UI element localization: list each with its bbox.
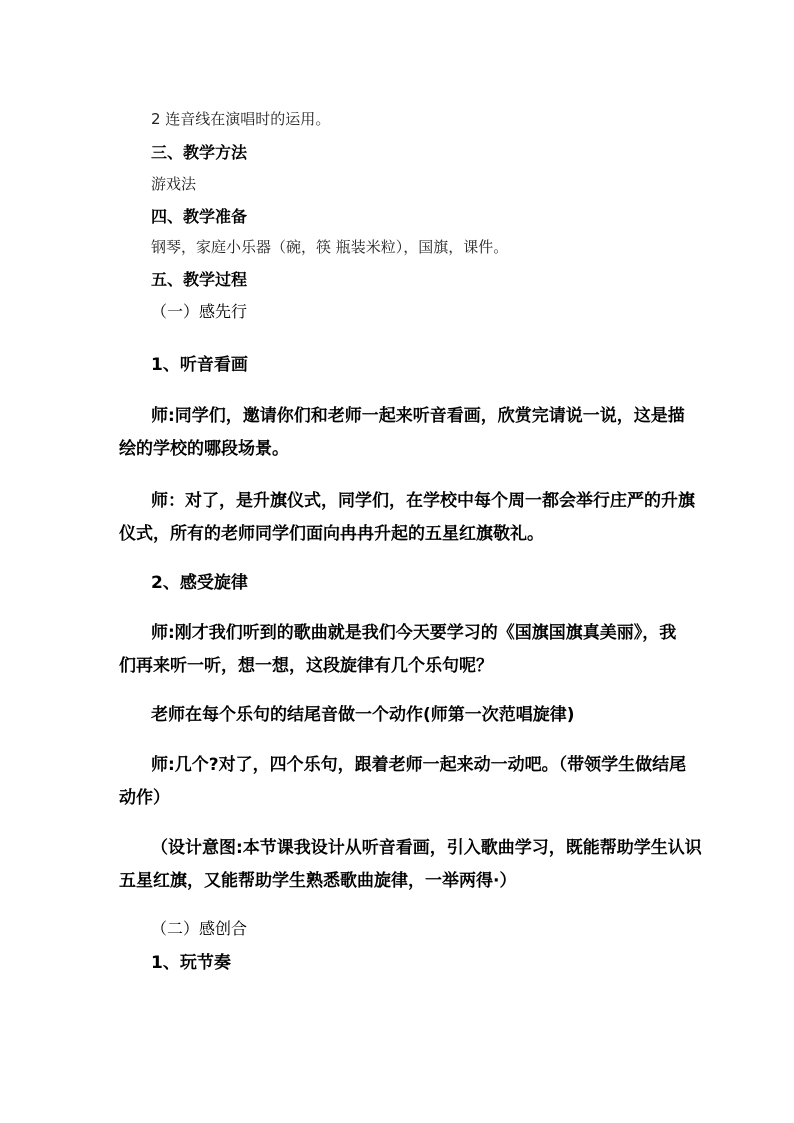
- paragraph-line: 2 连音线在演唱时的运用。: [151, 110, 331, 128]
- paragraph-line: 五星红旗，又能帮助学生熟悉歌曲旋律，一举两得·）: [119, 871, 517, 891]
- paragraph-line: 师:同学们，邀请你们和老师一起来听音看画，欣赏完请说一说，这是描: [151, 406, 685, 426]
- paragraph-line: 仪式，所有的老师同学们面向冉冉升起的五星红旗敬礼。: [119, 524, 544, 544]
- paragraph-line: 师：对了，是升旗仪式，同学们，在学校中每个周一都会举行庄严的升旗: [151, 491, 695, 511]
- paragraph-line: 钢琴，家庭小乐器（碗，筷 瓶装米粒），国旗，课件。: [151, 238, 509, 256]
- paragraph-line: 师:几个?对了，四个乐句，跟着老师一起来动一动吧。（带领学生做结尾: [151, 755, 687, 775]
- section-heading: 五、教学过程: [151, 270, 248, 289]
- subsection-heading: （二）感创合: [151, 919, 248, 938]
- subsection-heading: （一）感先行: [151, 302, 248, 321]
- paragraph-line: 们再来听一听，想一想，这段旋律有几个乐句呢？: [119, 656, 493, 676]
- section-heading: 四、教学准备: [151, 207, 248, 226]
- step-heading: 1、玩节奏: [151, 953, 231, 973]
- step-heading: 2、感受旋律: [151, 573, 248, 593]
- paragraph-line: 绘的学校的哪段场景。: [119, 439, 289, 459]
- step-heading: 1、听音看画: [151, 355, 248, 375]
- section-heading: 三、教学方法: [151, 143, 248, 162]
- paragraph-line: 师:刚才我们听到的歌曲就是我们今天要学习的《国旗国旗真美丽》，我: [151, 623, 677, 643]
- paragraph-line: 动作）: [119, 788, 170, 808]
- paragraph-line: 游戏法: [151, 175, 197, 193]
- paragraph-line: （设计意图:本节课我设计从听音看画，引入歌曲学习，既能帮助学生认识: [151, 838, 702, 858]
- paragraph-line: 老师在每个乐句的结尾音做一个动作(师第一次范唱旋律): [151, 705, 575, 725]
